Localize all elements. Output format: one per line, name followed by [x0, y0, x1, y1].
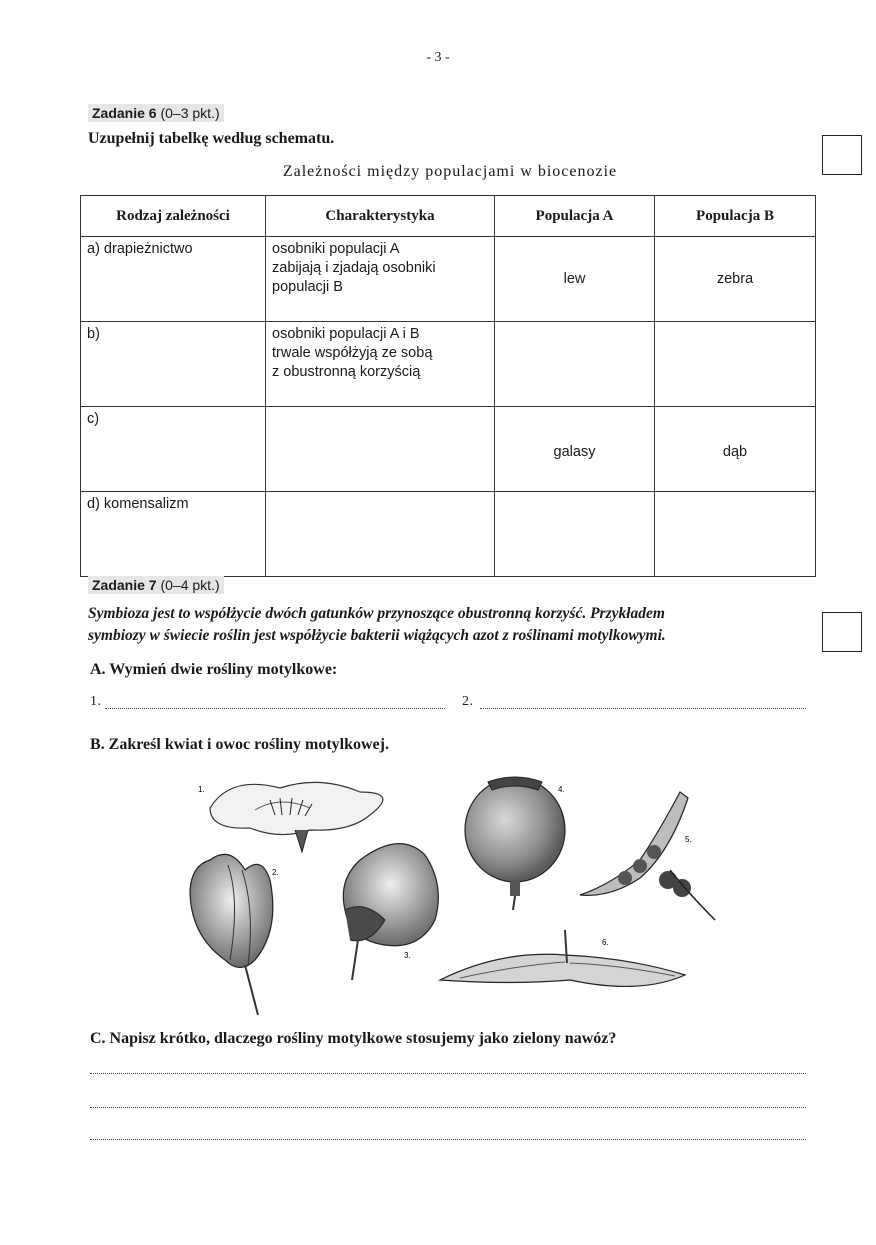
- plant-number-1: 1.: [198, 785, 205, 794]
- plant-number-2: 2.: [272, 868, 279, 877]
- char-line: populacji B: [272, 279, 343, 295]
- plant-4-fruit[interactable]: [465, 777, 565, 910]
- table-row: [81, 407, 816, 492]
- header-relation-type: Rodzaj zależności: [81, 196, 266, 237]
- table-caption: Zależności między populacjami w biocenozie: [282, 163, 618, 180]
- task7-part-c: C. Napisz krótko, dlaczego rośliny motylkowe stosujemy jako zielony nawóz?: [90, 1030, 617, 1047]
- task7-intro-line1: Symbioza jest to współżycie dwóch gatunków przynoszące obustronną korzyść. Przykładem: [88, 605, 665, 622]
- char-line: trwale współżyją ze sobą: [272, 345, 433, 361]
- row-c-characteristic[interactable]: [266, 407, 495, 492]
- row-a-type: a) drapieżnictwo: [81, 237, 266, 322]
- row-c-pop-a-value: galasy: [553, 443, 596, 460]
- header-population-a: Populacja A: [495, 196, 655, 237]
- answer-1-number: 1.: [90, 694, 102, 709]
- plant-3-flower[interactable]: [343, 844, 438, 980]
- table-row: [81, 492, 816, 577]
- row-a-characteristic: [266, 237, 495, 322]
- row-a-population-a: [495, 237, 655, 322]
- table-row: [81, 322, 816, 407]
- task7-score-box[interactable]: [822, 612, 862, 652]
- char-line: z obustronną korzyścią: [272, 364, 421, 380]
- row-c-type[interactable]: c): [81, 407, 266, 492]
- plant-2-flower[interactable]: [190, 854, 279, 1015]
- plant-6-fruit[interactable]: [440, 930, 685, 986]
- plant-5-fruit[interactable]: [580, 792, 715, 920]
- task7-title: Zadanie 7: [92, 577, 157, 593]
- plant-number-3: 3.: [404, 951, 411, 960]
- plant-number-5: 5.: [685, 835, 692, 844]
- plant-number-6: 6.: [602, 938, 609, 947]
- table-header-row: [81, 196, 816, 237]
- answer-c-line-3[interactable]: [90, 1138, 806, 1140]
- task7-part-a: A. Wymień dwie rośliny motylkowe:: [90, 661, 338, 678]
- task7-part-b: B. Zakreśl kwiat i owoc rośliny motylkowej.: [90, 736, 389, 753]
- row-b-type[interactable]: b): [81, 322, 266, 407]
- task7-points: (0–4 pkt.): [160, 577, 220, 593]
- plants-illustration: [170, 770, 730, 1020]
- plant-number-4: 4.: [558, 785, 565, 794]
- task6-title: Zadanie 6: [92, 105, 157, 121]
- task7-label: [88, 576, 224, 594]
- row-b-population-a[interactable]: [495, 322, 655, 407]
- row-d-population-a[interactable]: [495, 492, 655, 577]
- answer-2-number: 2.: [462, 694, 474, 709]
- row-d-population-b[interactable]: [655, 492, 816, 577]
- header-characteristic: Charakterystyka: [266, 196, 495, 237]
- header-population-b: Populacja B: [655, 196, 816, 237]
- row-c-population-b: [655, 407, 816, 492]
- plant-1-flower[interactable]: [198, 782, 383, 852]
- row-b-population-b[interactable]: [655, 322, 816, 407]
- answer-c-line-1[interactable]: [90, 1072, 806, 1074]
- task6-instruction: Uzupełnij tabelkę według schematu.: [88, 130, 335, 147]
- task7-intro: [88, 603, 818, 647]
- char-line: osobniki populacji A i B: [272, 326, 420, 342]
- answer-1-line[interactable]: [105, 708, 445, 709]
- row-c-pop-b-value: dąb: [722, 443, 748, 460]
- char-line: zabijają i zjadają osobniki: [272, 260, 436, 276]
- task6-label: [88, 104, 224, 122]
- table-row: [81, 237, 816, 322]
- relations-table: [80, 195, 816, 577]
- task7-intro-line2: symbiozy w świecie roślin jest współżycie bakterii wiążących azot z roślinami motylkowymi.: [88, 627, 666, 644]
- answer-2-line[interactable]: [480, 708, 806, 709]
- page-number: - 3 -: [426, 50, 450, 65]
- row-a-pop-a-value: lew: [563, 270, 586, 287]
- row-a-population-b: [655, 237, 816, 322]
- answer-c-line-2[interactable]: [90, 1106, 806, 1108]
- row-b-characteristic: [266, 322, 495, 407]
- char-line: osobniki populacji A: [272, 241, 400, 257]
- row-c-population-a: [495, 407, 655, 492]
- task6-points: (0–3 pkt.): [160, 105, 220, 121]
- row-a-pop-b-value: zebra: [716, 270, 754, 287]
- row-d-type: d) komensalizm: [81, 492, 266, 577]
- row-d-characteristic[interactable]: [266, 492, 495, 577]
